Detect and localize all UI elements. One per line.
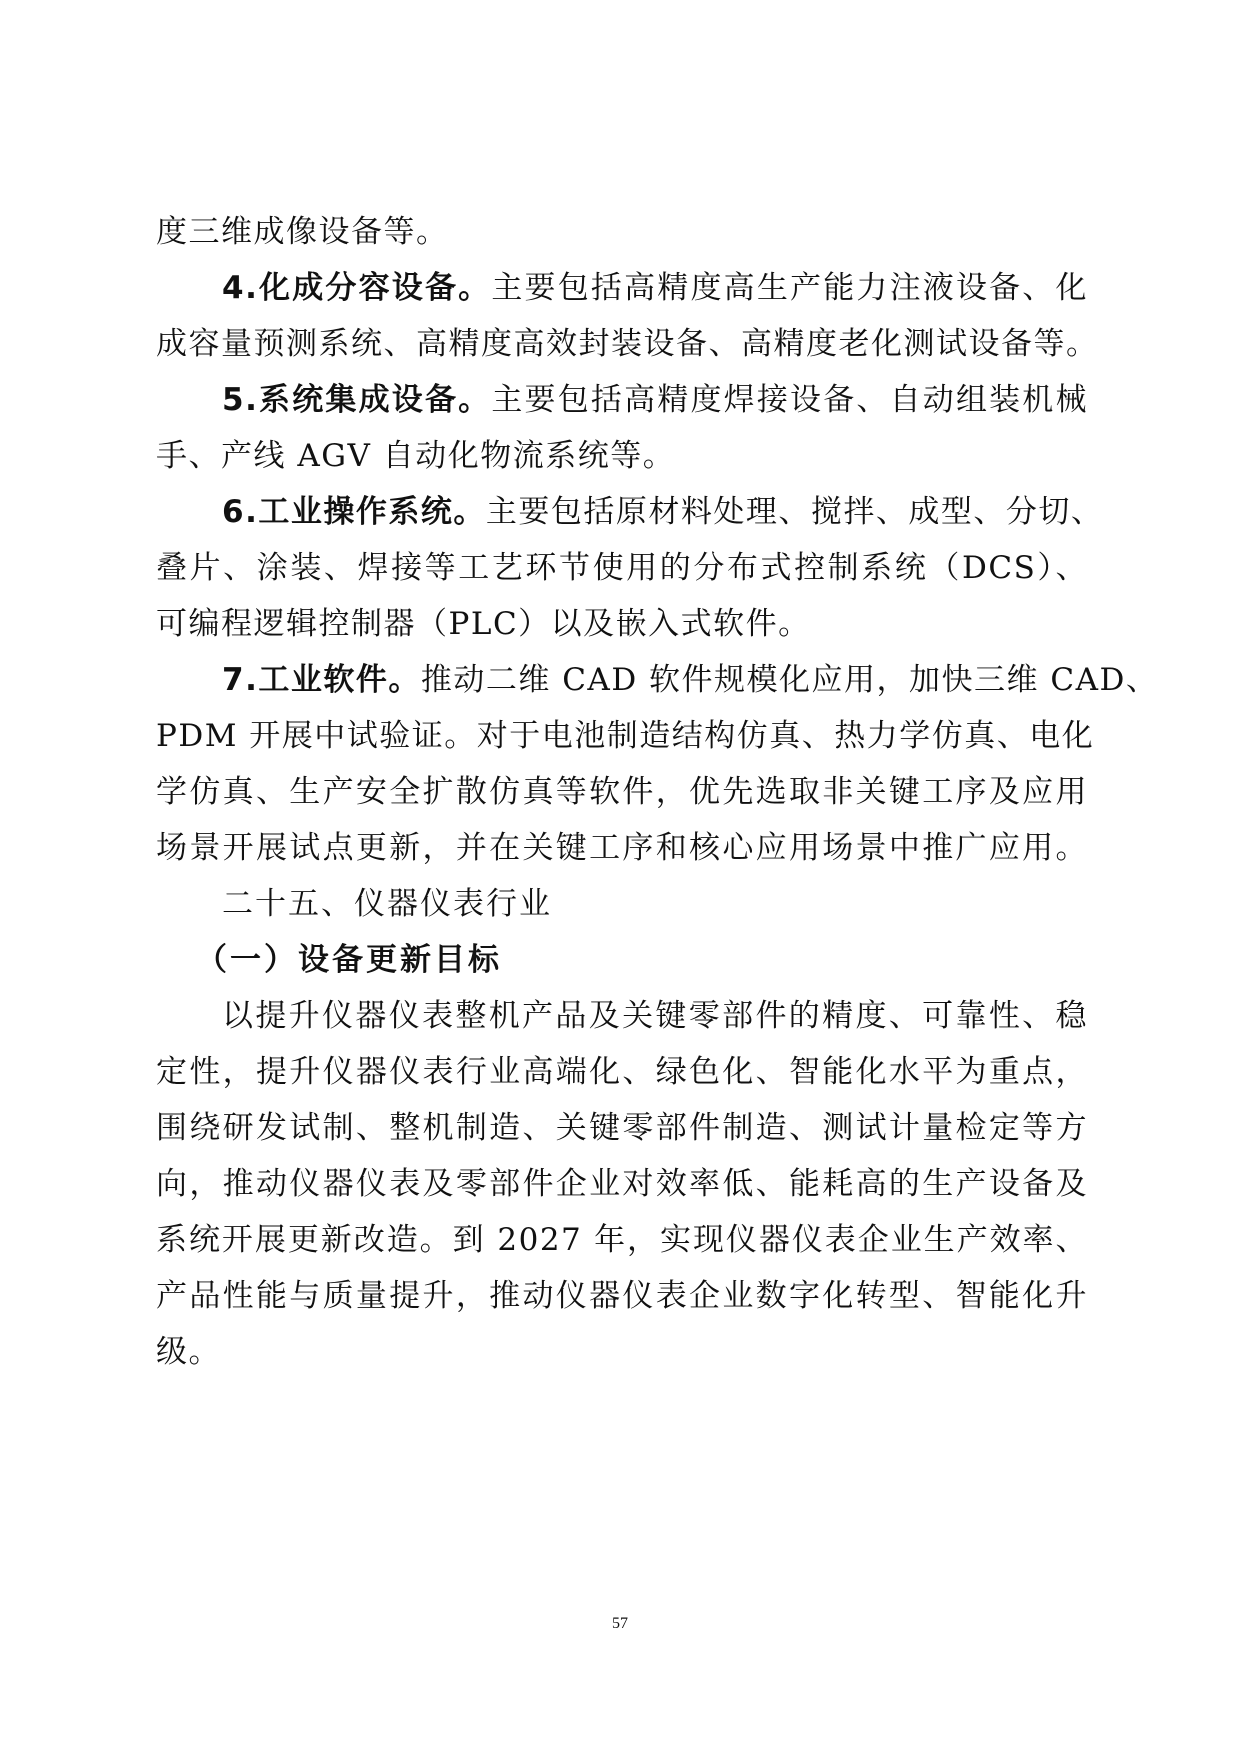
subsection-title: （一）设备更新目标 [196, 942, 502, 978]
paragraph-line [156, 324, 1099, 364]
paragraph-line [156, 212, 1088, 252]
item-4-title: 4.化成分容设备。 [222, 270, 492, 306]
line-text: 级。 [156, 1334, 221, 1370]
line-text: 主要包括原材料处理、搅拌、成型、分切、 [485, 494, 1104, 530]
line-text: 定性，提升仪器仪表行业高端化、绿色化、智能化水平为重点， [156, 1054, 1088, 1090]
line-text: 主要包括高精度焊接设备、自动组装机械 [491, 382, 1088, 418]
line-text: 手、产线 AGV 自动化物流系统等。 [156, 438, 676, 474]
line-text: PDM 开展中试验证。对于电池制造结构仿真、热力学仿真、电化 [156, 718, 1095, 754]
line-text: 以提升仪器仪表整机产品及关键零部件的精度、可靠性、稳 [222, 998, 1088, 1034]
paragraph-line [156, 1220, 1088, 1260]
line-text: 产品性能与质量提升，推动仪器仪表企业数字化转型、智能化升 [156, 1278, 1088, 1314]
item-7-heading-line [222, 660, 1159, 700]
line-text: 系统开展更新改造。到 2027 年，实现仪器仪表企业生产效率、 [156, 1222, 1088, 1258]
line-text: 推动二维 CAD 软件规模化应用，加快三维 CAD、 [420, 662, 1159, 698]
line-text: 主要包括高精度高生产能力注液设备、化 [491, 270, 1088, 306]
page-number: 57 [612, 1615, 628, 1632]
item-5-title: 5.系统集成设备。 [222, 382, 492, 418]
paragraph-line [156, 716, 1095, 756]
paragraph-line [156, 772, 1088, 812]
subsection-heading [196, 940, 1088, 980]
paragraph-line [156, 604, 1088, 644]
paragraph-line [222, 996, 1088, 1036]
item-4-heading-line [222, 268, 1088, 308]
paragraph-line [156, 1052, 1088, 1092]
paragraph-line [156, 436, 1088, 476]
line-text: 围绕研发试制、整机制造、关键零部件制造、测试计量检定等方 [156, 1110, 1088, 1146]
paragraph-line [156, 1276, 1088, 1316]
paragraph-line [156, 828, 1088, 868]
item-6-heading-line [222, 492, 1104, 532]
item-6-title: 6.工业操作系统。 [222, 494, 486, 530]
line-text: 成容量预测系统、高精度高效封装设备、高精度老化测试设备等。 [156, 326, 1099, 362]
section-heading [222, 884, 1088, 924]
item-5-heading-line [222, 380, 1088, 420]
line-text: 度三维成像设备等。 [156, 214, 449, 250]
section-title: 二十五、仪器仪表行业 [222, 886, 552, 922]
line-text: 叠片、涂装、焊接等工艺环节使用的分布式控制系统（DCS）、 [156, 550, 1088, 586]
item-7-title: 7.工业软件。 [222, 662, 421, 698]
paragraph-line [156, 1108, 1088, 1148]
paragraph-line [156, 548, 1088, 588]
paragraph-line [156, 1332, 1088, 1372]
line-text: 学仿真、生产安全扩散仿真等软件，优先选取非关键工序及应用 [156, 774, 1088, 810]
line-text: 场景开展试点更新，并在关键工序和核心应用场景中推广应用。 [156, 830, 1088, 866]
paragraph-line [156, 1164, 1088, 1204]
line-text: 可编程逻辑控制器（PLC）以及嵌入式软件。 [156, 606, 811, 642]
line-text: 向，推动仪器仪表及零部件企业对效率低、能耗高的生产设备及 [156, 1166, 1088, 1202]
